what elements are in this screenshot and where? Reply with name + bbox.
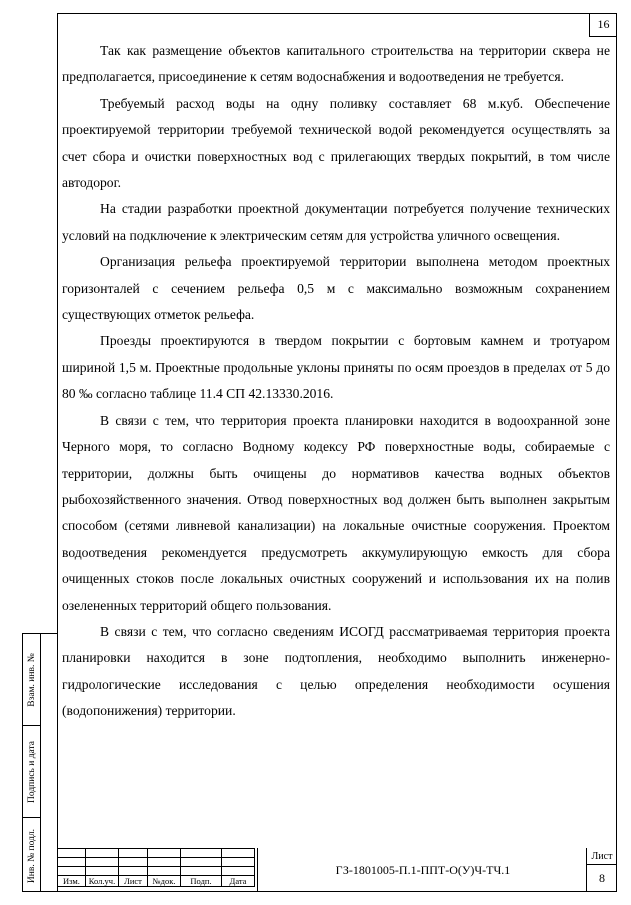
- revision-table: [57, 848, 255, 887]
- col-koluch: Кол.уч.: [86, 876, 119, 887]
- paragraph-7: В связи с тем, что согласно сведениям ИСОГД рассматриваемая территория проекта планировки находится в зоне подтопления, необходимо выполнить инженерно-гидрологические исследования с целью определения необходимости осушения (водопонижения) территории.: [62, 623, 610, 719]
- col-izm: Изм.: [58, 876, 86, 887]
- paragraph-2: Требуемый расход воды на одну поливку составляет 68 м.куб. Обеспечение проектируемой территории требуемой технической водой рекомендуется осуществлять за счет сбора и очистки поверхностных вод с прилегающих твердых покрытий, в том числе автодорог.: [62, 95, 610, 191]
- side-cell-vzam: [23, 634, 40, 726]
- side-label-podpis: Подпись и дата: [26, 740, 37, 803]
- paragraph-5: Проезды проектируются в твердом покрытии с бортовым камнем и тротуаром шириной 1,5 м. Проектные продольные уклоны приняты по осям проездов в пределах от 5 до 80 ‰ согласно таблице 11.4 СП 42.13330.2016.: [62, 333, 610, 402]
- paragraph-1: Так как размещение объектов капитального строительства на территории сквера не предполагается, присоединение к сетям водоснабжения и водоотведения не требуется.: [62, 43, 610, 85]
- col-podp: Подп.: [181, 876, 222, 887]
- sheet-label: Лист: [587, 850, 617, 865]
- body-text: [62, 38, 610, 725]
- sheet-number: 8: [599, 871, 605, 885]
- side-label-inv: Инв. № подл.: [26, 828, 37, 883]
- col-list: Лист: [119, 876, 148, 887]
- col-ndok: №док.: [148, 876, 181, 887]
- document-code: ГЗ-1801005-П.1-ППТ-О(У)Ч-ТЧ.1: [257, 848, 588, 892]
- page-frame: [57, 13, 617, 892]
- side-stamp-labels: [23, 634, 41, 891]
- sheet-box: [586, 848, 617, 892]
- side-stamp: [22, 633, 57, 892]
- paragraph-3: На стадии разработки проектной документации потребуется получение технических условий на подключение к электрическим сетям для устройства уличного освещения.: [62, 201, 610, 243]
- col-data: Дата: [222, 876, 255, 887]
- side-cell-inv: [23, 818, 40, 893]
- title-block: [57, 848, 617, 892]
- side-cell-podpis: [23, 726, 40, 818]
- paragraph-6: В связи с тем, что территория проекта планировки находится в водоохранной зоне Черного моря, то согласно Водному кодексу РФ поверхностные воды, собираемые с территории, должны быть очищены до нормативов качества водных объектов рыбохозяйственного значения. Отвод поверхностных вод должен быть выполнен закрытым способом (сетями ливневой канализации) на локальные очистные сооружения. Проектом водоотведения рекомендуется предусмотреть аккумулирующую емкость для сбора очищенных стоков после локальных очистных сооружений и использования их на полив озелененных территорий общего пользования.: [62, 412, 610, 613]
- page-number-top: 16: [589, 13, 617, 37]
- paragraph-4: Организация рельефа проектируемой территории выполнена методом проектных горизонталей с сечением рельефа 0,5 м с максимально возможным сохранением существующих отметок рельефа.: [62, 254, 610, 323]
- side-label-vzam: Взам. инв. №: [26, 652, 37, 707]
